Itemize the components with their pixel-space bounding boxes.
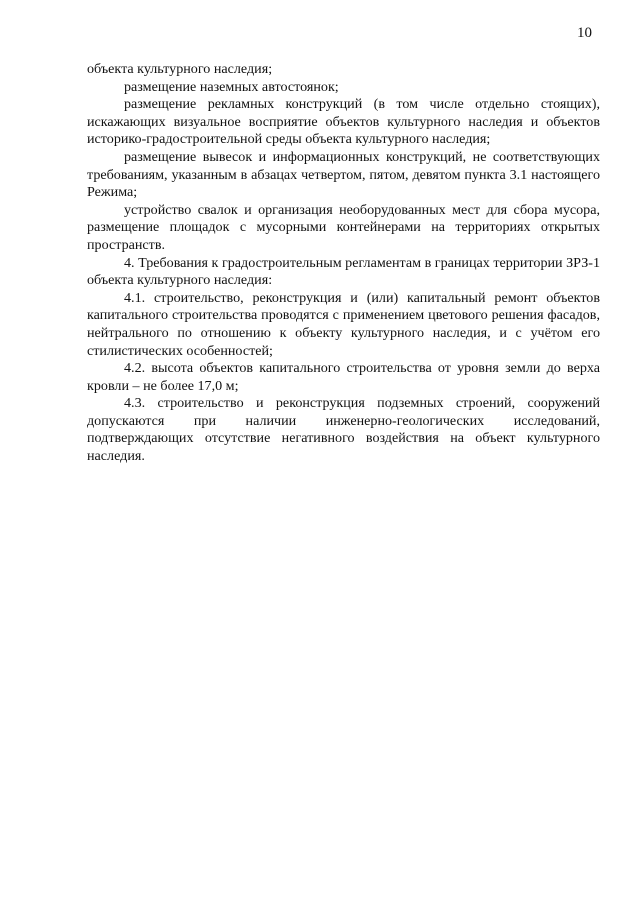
paragraph-advertising: размещение рекламных конструкций (в том числе отдельно стоящих), искажающих визуальное восприятие объектов культурного наследия и объектов историко-градостроительной среды объекта культурного наследия; [87, 96, 600, 148]
document-body [87, 61, 600, 466]
paragraph-continuation: объекта культурного наследия; [87, 61, 273, 77]
item-4-3: 4.3. строительство и реконструкция подземных строений, сооружений допускаются при наличии инженерно-геологических исследований, подтверждающих отсутствие негативного воздействия на объект культурного наследия. [87, 395, 600, 465]
page-number: 10 [577, 25, 592, 41]
item-4-2: 4.2. высота объектов капитального строительства от уровня земли до верха кровли – не более 17,0 м; [87, 360, 600, 394]
item-4-1: 4.1. строительство, реконструкция и (или) капитальный ремонт объектов капитального строительства проводятся с применением цветового решения фасадов, нейтрального по отношению к объекту культурного наследия, и с учётом его стилистических особенностей; [87, 289, 600, 359]
paragraph-parking: размещение наземных автостоянок; [124, 78, 339, 95]
section-4-heading: 4. Требования к градостроительным регламентам в границах территории ЗРЗ-1 объекта культурного наследия: [87, 254, 600, 289]
paragraph-dumps: устройство свалок и организация необорудованных мест для сбора мусора, размещение площадок с мусорными контейнерами на территориях открытых пространств. [87, 201, 600, 253]
paragraph-signs: размещение вывесок и информационных конструкций, не соответствующих требованиям, указанным в абзацах четвертом, пятом, девятом пункта 3.1 настоящего Режима; [87, 148, 600, 201]
